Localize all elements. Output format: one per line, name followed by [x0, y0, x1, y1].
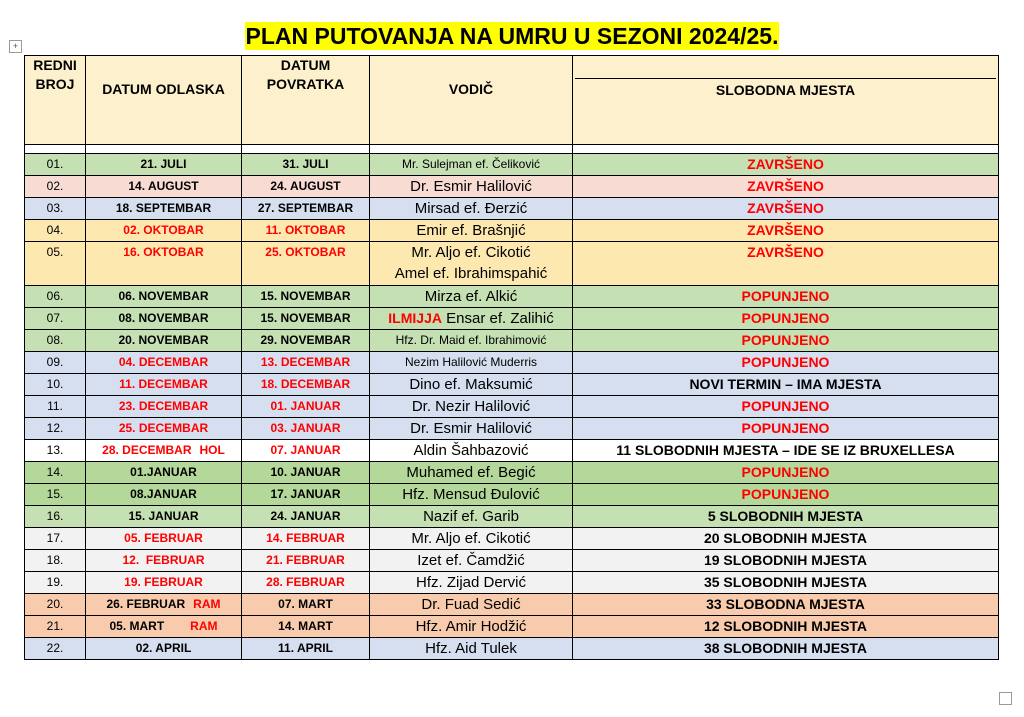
- return-date: 15. NOVEMBAR: [242, 286, 370, 308]
- departure-date-suffix: HOL: [199, 443, 225, 457]
- table-move-handle-icon[interactable]: +: [9, 40, 22, 53]
- table-row: [25, 462, 999, 484]
- row-number: 01.: [25, 154, 86, 176]
- seats-status: ZAVRŠENO: [573, 176, 999, 198]
- header-slobodna-label: SLOBODNA MJESTA: [715, 82, 856, 98]
- return-date: 10. JANUAR: [242, 462, 370, 484]
- seats-status: POPUNJENO: [573, 352, 999, 374]
- guide-name: Hfz. Mensud Đulović: [370, 484, 573, 506]
- seats-status: POPUNJENO: [573, 396, 999, 418]
- guide-name: Izet ef. Čamdžić: [370, 550, 573, 572]
- return-date: 13. DECEMBAR: [242, 352, 370, 374]
- return-date: 01. JANUAR: [242, 396, 370, 418]
- header-datum-povratka: [242, 56, 370, 145]
- table-row: [25, 198, 999, 220]
- guide-name: Muhamed ef. Begić: [370, 462, 573, 484]
- seats-status: 33 SLOBODNA MJESTA: [573, 594, 999, 616]
- return-date: 17. JANUAR: [242, 484, 370, 506]
- table-row: [25, 154, 999, 176]
- guide-name: Ensar ef. Zalihić: [446, 310, 554, 327]
- departure-date: 23. DECEMBAR: [86, 396, 242, 418]
- guide-name: Hfz. Zijad Dervić: [370, 572, 573, 594]
- header-vodic: VODIČ: [370, 56, 573, 145]
- guide-name: Aldin Šahbazović: [370, 440, 573, 462]
- guide-name-second: Amel ef. Ibrahimspahić: [394, 265, 548, 282]
- guide-name: Nezim Halilović Muderris: [370, 352, 573, 374]
- guide-cell: [370, 308, 573, 330]
- departure-date: 20. NOVEMBAR: [86, 330, 242, 352]
- guide-name: Dino ef. Maksumić: [370, 374, 573, 396]
- table-row: [25, 550, 999, 572]
- departure-date: 06. NOVEMBAR: [86, 286, 242, 308]
- table-row: [25, 308, 999, 330]
- departure-date: 18. SEPTEMBAR: [86, 198, 242, 220]
- row-number: 09.: [25, 352, 86, 374]
- departure-date: 08. NOVEMBAR: [86, 308, 242, 330]
- row-number: 03.: [25, 198, 86, 220]
- return-date: 03. JANUAR: [242, 418, 370, 440]
- spacer-row: [25, 145, 999, 154]
- departure-date: 25. DECEMBAR: [86, 418, 242, 440]
- guide-prefix: ILMIJJA: [388, 310, 442, 326]
- departure-date: 12. FEBRUAR: [86, 550, 242, 572]
- row-number: 11.: [25, 396, 86, 418]
- row-number: 18.: [25, 550, 86, 572]
- guide-name: Dr. Esmir Halilović: [370, 176, 573, 198]
- row-number: 15.: [25, 484, 86, 506]
- table-row: [25, 528, 999, 550]
- table-row: [25, 506, 999, 528]
- seats-status: 38 SLOBODNIH MJESTA: [573, 638, 999, 660]
- table-row: [25, 374, 999, 396]
- departure-date-suffix: RAM: [190, 619, 218, 633]
- departure-date: 16. OKTOBAR: [86, 242, 242, 286]
- departure-date: 28. DECEMBAR: [102, 443, 192, 457]
- departure-date-cell: [86, 594, 242, 616]
- seats-status: POPUNJENO: [573, 286, 999, 308]
- header-slobodna-top-cell: [575, 56, 996, 79]
- departure-date: 02. OKTOBAR: [86, 220, 242, 242]
- page-title: PLAN PUTOVANJA NA UMRU U SEZONI 2024/25.: [245, 23, 779, 49]
- seats-status: 19 SLOBODNIH MJESTA: [573, 550, 999, 572]
- seats-status: 5 SLOBODNIH MJESTA: [573, 506, 999, 528]
- header-redni-line2: BROJ: [35, 76, 75, 92]
- row-number: 05.: [25, 242, 86, 286]
- table-row: [25, 594, 999, 616]
- row-number: 13.: [25, 440, 86, 462]
- header-povratka-line2: POVRATKA: [266, 76, 345, 92]
- departure-date-cell: [86, 440, 242, 462]
- guide-name: Mirza ef. Alkić: [370, 286, 573, 308]
- departure-date: 04. DECEMBAR: [86, 352, 242, 374]
- seats-status: POPUNJENO: [573, 484, 999, 506]
- guide-name: Mr. Aljo ef. Cikotić: [370, 528, 573, 550]
- table-row: [25, 286, 999, 308]
- seats-status: 11 SLOBODNIH MJESTA – IDE SE IZ BRUXELLESA: [573, 440, 999, 462]
- row-number: 10.: [25, 374, 86, 396]
- table-row: [25, 484, 999, 506]
- seats-status: 12 SLOBODNIH MJESTA: [573, 616, 999, 638]
- table-row: [25, 638, 999, 660]
- guide-name: Mirsad ef. Đerzić: [370, 198, 573, 220]
- guide-name: Dr. Fuad Sedić: [370, 594, 573, 616]
- row-number: 20.: [25, 594, 86, 616]
- guide-name: Hfz. Amir Hodžić: [370, 616, 573, 638]
- table-row: [25, 352, 999, 374]
- guide-cell: [370, 242, 573, 286]
- row-number: 22.: [25, 638, 86, 660]
- guide-name: Mr. Sulejman ef. Čeliković: [370, 154, 573, 176]
- guide-name: Dr. Esmir Halilović: [370, 418, 573, 440]
- header-povratka-line1: DATUM: [280, 57, 331, 73]
- row-number: 14.: [25, 462, 86, 484]
- return-date: 24. AUGUST: [242, 176, 370, 198]
- seats-status: ZAVRŠENO: [573, 242, 999, 286]
- guide-name: Dr. Nezir Halilović: [370, 396, 573, 418]
- return-date: 21. FEBRUAR: [242, 550, 370, 572]
- seats-status: POPUNJENO: [573, 462, 999, 484]
- seats-status: 20 SLOBODNIH MJESTA: [573, 528, 999, 550]
- table-row: [25, 176, 999, 198]
- row-number: 12.: [25, 418, 86, 440]
- departure-date: 01.JANUAR: [86, 462, 242, 484]
- row-number: 06.: [25, 286, 86, 308]
- departure-date: 05. FEBRUAR: [86, 528, 242, 550]
- departure-date: 21. JULI: [86, 154, 242, 176]
- row-number: 16.: [25, 506, 86, 528]
- header-slobodna-mjesta: [573, 56, 999, 145]
- return-date: 24. JANUAR: [242, 506, 370, 528]
- return-date: 18. DECEMBAR: [242, 374, 370, 396]
- return-date: 27. SEPTEMBAR: [242, 198, 370, 220]
- return-date: 07. JANUAR: [242, 440, 370, 462]
- header-datum-odlaska: DATUM ODLASKA: [86, 56, 242, 145]
- table-row: [25, 242, 999, 286]
- header-row: [25, 56, 999, 145]
- seats-status: ZAVRŠENO: [573, 198, 999, 220]
- departure-date: 08.JANUAR: [86, 484, 242, 506]
- departure-date: 19. FEBRUAR: [86, 572, 242, 594]
- seats-status: POPUNJENO: [573, 308, 999, 330]
- return-date: 14. MART: [242, 616, 370, 638]
- seats-status: 35 SLOBODNIH MJESTA: [573, 572, 999, 594]
- row-number: 04.: [25, 220, 86, 242]
- guide-name: Hfz. Dr. Maid ef. Ibrahimović: [370, 330, 573, 352]
- travel-plan-table: [24, 55, 999, 660]
- departure-date: 11. DECEMBAR: [86, 374, 242, 396]
- row-number: 21.: [25, 616, 86, 638]
- return-date: 11. APRIL: [242, 638, 370, 660]
- table-row: [25, 220, 999, 242]
- return-date: 28. FEBRUAR: [242, 572, 370, 594]
- departure-date: 02. APRIL: [86, 638, 242, 660]
- row-number: 02.: [25, 176, 86, 198]
- table-row: [25, 440, 999, 462]
- table-resize-handle-icon[interactable]: [999, 692, 1012, 705]
- return-date: 29. NOVEMBAR: [242, 330, 370, 352]
- row-number: 07.: [25, 308, 86, 330]
- table-row: [25, 572, 999, 594]
- return-date: 07. MART: [242, 594, 370, 616]
- departure-date: 26. FEBRUAR: [106, 597, 186, 611]
- departure-date-suffix: RAM: [193, 597, 221, 611]
- seats-status: NOVI TERMIN – IMA MJESTA: [573, 374, 999, 396]
- guide-name: Mr. Aljo ef. Cikotić: [411, 244, 531, 261]
- departure-date: 14. AUGUST: [86, 176, 242, 198]
- guide-name: Emir ef. Brašnjić: [370, 220, 573, 242]
- header-redni-line1: REDNI: [33, 57, 77, 73]
- departure-date-cell: [86, 616, 242, 638]
- table-row: [25, 396, 999, 418]
- seats-status: POPUNJENO: [573, 418, 999, 440]
- guide-name: Nazif ef. Garib: [370, 506, 573, 528]
- title-wrap: [0, 22, 1024, 50]
- header-redni-broj: [25, 56, 86, 145]
- departure-date: 05. MART: [109, 619, 165, 633]
- return-date: 31. JULI: [242, 154, 370, 176]
- return-date: 11. OKTOBAR: [242, 220, 370, 242]
- seats-status: POPUNJENO: [573, 330, 999, 352]
- row-number: 17.: [25, 528, 86, 550]
- return-date: 14. FEBRUAR: [242, 528, 370, 550]
- seats-status: ZAVRŠENO: [573, 154, 999, 176]
- return-date: 15. NOVEMBAR: [242, 308, 370, 330]
- departure-date: 15. JANUAR: [86, 506, 242, 528]
- table-row: [25, 418, 999, 440]
- guide-name: Hfz. Aid Tulek: [370, 638, 573, 660]
- table-row: [25, 330, 999, 352]
- row-number: 19.: [25, 572, 86, 594]
- row-number: 08.: [25, 330, 86, 352]
- return-date: 25. OKTOBAR: [242, 242, 370, 286]
- table-row: [25, 616, 999, 638]
- seats-status: ZAVRŠENO: [573, 220, 999, 242]
